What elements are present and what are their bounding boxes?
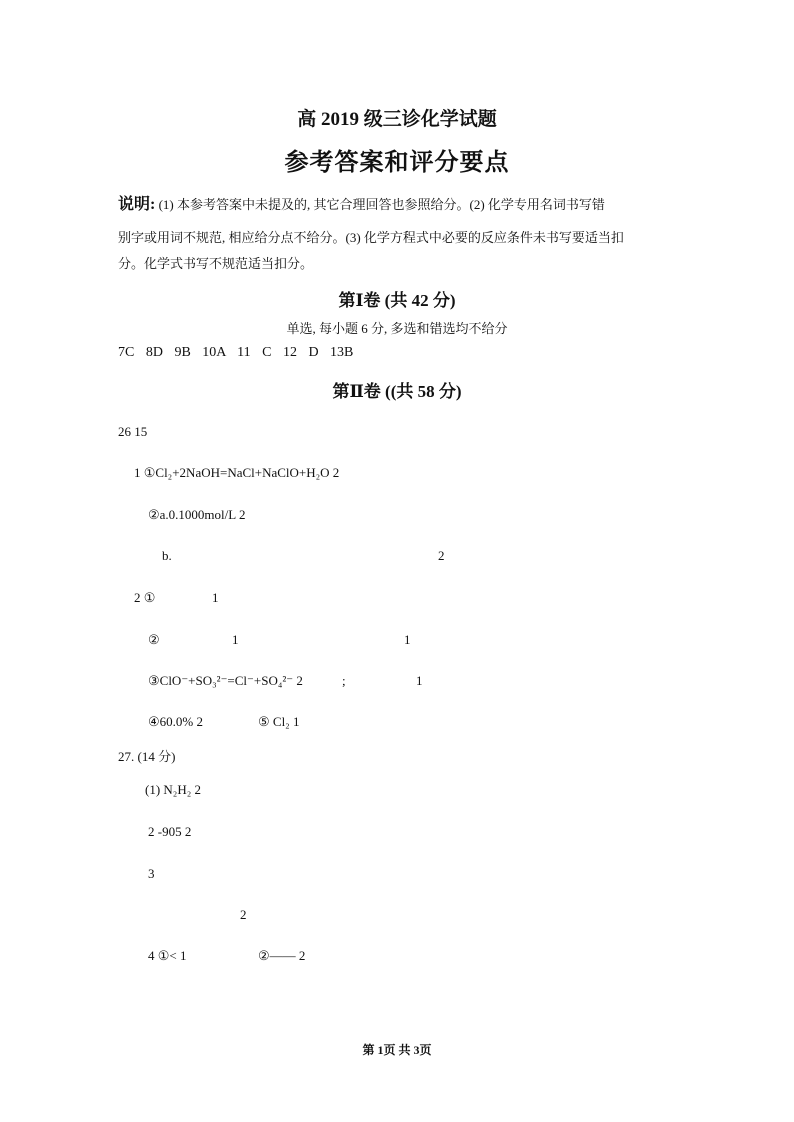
note-line-3: 分。化学式书写不规范适当扣分。 [118,256,314,271]
q26-line-4a: 2 ① [134,590,156,605]
q26-line-5b: 1 [232,632,239,647]
q26-line-7b: ⑤ Cl₂ 1 [258,714,300,729]
q27-line-4: 2 [240,907,247,922]
page-footer: 第 1页 共 3页 [362,1043,432,1057]
q26-header: 26 15 [118,424,148,439]
note-text-1: (1) 本参考答案中未提及的, 其它合理回答也参照给分。(2) 化学专用名词书写错 [158,197,605,212]
q27-line-5b: ②—— 2 [258,948,306,963]
document-title: 高 2019 级三诊化学试题 [297,109,497,130]
q26-line-4b: 1 [212,590,219,605]
section-1-instructions: 单选, 每小题 6 分, 多选和错选均不给分 [286,321,508,336]
q27-line-2: 2 -905 2 [148,824,192,839]
section-1-heading: 第Ⅰ卷 (共 42 分) [338,291,456,310]
q26-line-6b: ; [342,673,346,688]
q26-line-1: 1 ①Cl₂+2NaOH=NaCl+NaClO+H₂O 2 [134,465,340,480]
q27-header: 27. (14 分) [118,749,176,764]
q26-line-3a: b. [162,548,172,563]
q26-line-6a: ③ClO⁻+SO₃²⁻=Cl⁻+SO₄²⁻ 2 [148,673,303,688]
q26-line-7a: ④60.0% 2 [148,714,203,729]
q27-line-1: (1) N₂H₂ 2 [145,782,201,797]
note-label: 说明: [118,196,156,213]
q26-line-5c: 1 [404,632,411,647]
section-2-heading: 第Ⅱ卷 ((共 58 分) [332,382,462,401]
note-line-2: 别字或用词不规范, 相应给分点不给分。(3) 化学方程式中必要的反应条件未书写要适当扣 [118,230,624,245]
q26-line-2: ②a.0.1000mol/L 2 [148,507,246,522]
multiple-choice-answers: 7C 8D 9B 10A 11 C 12 D 13B [118,345,354,360]
document-subtitle: 参考答案和评分要点 [284,150,510,176]
q26-line-5a: ② [148,632,160,647]
q26-line-6c: 1 [416,673,423,688]
q26-line-3b: 2 [438,548,445,563]
q27-line-5a: 4 ①< 1 [148,948,187,963]
note-line-1 [118,191,605,214]
q27-line-3: 3 [148,866,155,881]
